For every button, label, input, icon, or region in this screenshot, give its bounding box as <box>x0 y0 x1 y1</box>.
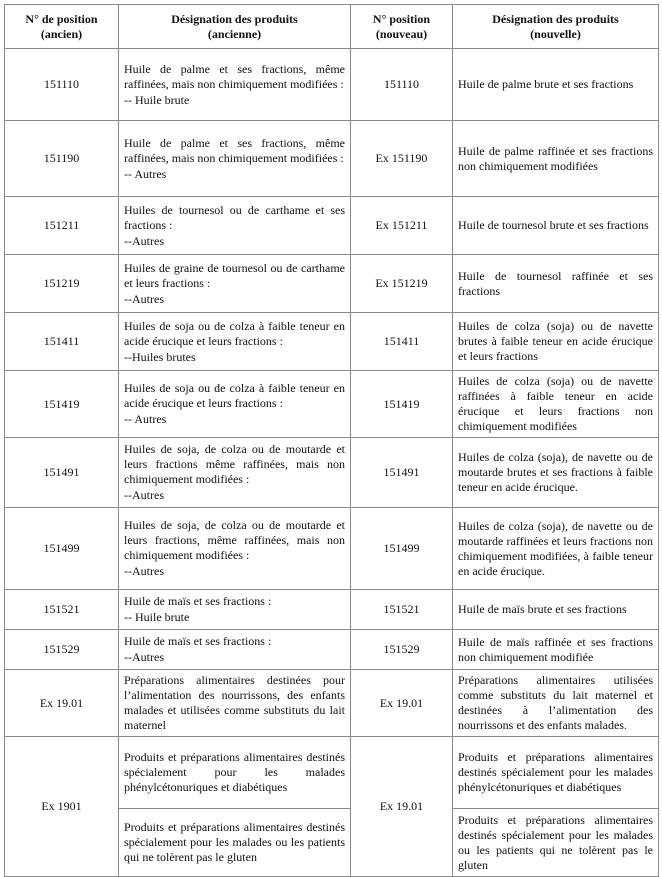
new-designation-cell: Préparations alimentaires utilisées comme substituts du lait maternel et destinées à l’alimentation des nourrissons et des enfants malades. <box>453 670 659 737</box>
old-designation-text: Huiles de tournesol ou de carthame et ses fractions : <box>124 202 345 232</box>
table-row <box>5 438 659 508</box>
header-new-designation-line1: Désignation des produits <box>492 11 619 26</box>
table-row <box>5 670 659 737</box>
table-row <box>5 630 659 670</box>
old-designation-text: Huile de maïs et ses fractions : <box>124 634 272 648</box>
new-designation-cell: Huiles de colza (soja), de navette ou de moutarde raffinées et leurs fractions non chimiquement modifiées, à faible teneur en acide érucique. <box>453 508 659 590</box>
old-designation-cell <box>119 255 351 313</box>
header-new-position-line1: N° position <box>372 11 431 26</box>
header-old-position-line1: N° de position <box>25 11 98 26</box>
header-old-designation-line1: Désignation des produits <box>171 11 298 26</box>
old-designation-subitem: -- Autres <box>124 166 167 181</box>
old-designation-cell <box>119 508 351 590</box>
new-position-cell: 151499 <box>351 508 453 590</box>
new-designation-cell: Produits et préparations alimentaires destinés spécialement pour les malades ou les patients qui ne tolèrent pas le gluten <box>453 809 659 877</box>
new-position-cell: Ex 151190 <box>351 121 453 197</box>
new-position-cell: 151529 <box>351 630 453 670</box>
table-row <box>5 508 659 590</box>
products-table <box>4 4 659 877</box>
old-position-cell: 151491 <box>5 438 119 508</box>
old-designation-subitem: --Huiles brutes <box>124 349 196 364</box>
table-row <box>5 737 659 809</box>
header-old-designation <box>119 5 351 49</box>
header-old-position-line2: (ancien) <box>40 26 83 41</box>
old-position-cell: Ex 19.01 <box>5 670 119 737</box>
new-designation-cell: Huiles de colza (soja), de navette ou de moutarde brutes et ses fractions à faible teneur en acide érucique. <box>453 438 659 508</box>
old-position-cell: Ex 1901 <box>5 737 119 877</box>
old-position-cell: 151521 <box>5 590 119 630</box>
new-designation-cell: Huile de tournesol brute et ses fractions <box>453 197 659 255</box>
old-designation-text: Huile de palme et ses fractions, même raffinées, mais non chimiquement modifiées : <box>124 61 345 91</box>
old-designation-subitem: --Autres <box>124 488 164 502</box>
header-old-position <box>5 5 119 49</box>
old-designation-cell <box>119 438 351 508</box>
old-position-cell: 151110 <box>5 49 119 121</box>
old-designation-text: Huiles de soja, de colza ou de moutarde et leurs fractions même raffinées, mais non chimiquement modifiées : <box>124 442 345 486</box>
table-row <box>5 255 659 313</box>
new-position-cell: Ex 19.01 <box>351 737 453 877</box>
old-designation-cell <box>119 630 351 670</box>
new-position-cell: 151419 <box>351 371 453 438</box>
new-designation-cell: Produits et préparations alimentaires destinés spécialement pour les malades phénylcétonuriques et diabétiques <box>453 737 659 809</box>
new-position-cell: 151110 <box>351 49 453 121</box>
old-designation-subitem: -- Autres <box>124 412 167 426</box>
old-designation-subitem: --Autres <box>124 564 164 578</box>
new-position-cell: Ex 151211 <box>351 197 453 255</box>
header-row <box>5 5 659 49</box>
new-designation-cell: Huile de maïs raffinée et ses fractions non chimiquement modifiée <box>453 630 659 670</box>
old-designation-cell: Produits et préparations alimentaires destinés spécialement pour les malades phénylcétonuriques et diabétiques <box>119 737 351 809</box>
old-designation-text: Huiles de soja ou de colza à faible teneur en acide érucique et leurs fractions : <box>124 381 345 410</box>
table-row <box>5 121 659 197</box>
old-designation-cell: Préparations alimentaires destinées pour l’alimentation des nourrissons, des enfants malades et utilisées comme substituts du lait maternel <box>119 670 351 737</box>
old-designation-subitem: --Autres <box>124 291 164 306</box>
old-designation-cell <box>119 590 351 630</box>
old-position-cell: 151419 <box>5 371 119 438</box>
old-designation-text: Huile de palme et ses fractions, même raffinées, mais non chimiquement modifiées : <box>124 135 345 165</box>
old-designation-cell <box>119 313 351 371</box>
table-row <box>5 371 659 438</box>
old-designation-text: Huiles de graine de tournesol ou de carthame et leurs fractions : <box>124 260 345 290</box>
old-designation-cell <box>119 49 351 121</box>
old-designation-text: Huiles de soja, de colza ou de moutarde et leurs fractions, même raffinées, mais non chimiquement modifiées : <box>124 518 345 562</box>
old-designation-text: Huiles de soja ou de colza à faible teneur en acide érucique et leurs fractions : <box>124 318 345 348</box>
new-designation-cell: Huile de palme brute et ses fractions <box>453 49 659 121</box>
old-designation-subitem: --Autres <box>124 650 164 664</box>
header-old-designation-line2: (ancienne) <box>207 26 262 41</box>
header-new-position <box>351 5 453 49</box>
old-position-cell: 151211 <box>5 197 119 255</box>
table-row <box>5 590 659 630</box>
old-designation-cell <box>119 121 351 197</box>
new-designation-cell: Huiles de colza (soja) ou de navette raffinées à faible teneur en acide érucique et leurs fractions non chimiquement modifiées <box>453 371 659 438</box>
old-designation-cell: Produits et préparations alimentaires destinés spécialement pour les malades ou les patients qui ne tolèrent pas le gluten <box>119 809 351 877</box>
old-designation-text: Huile de maïs et ses fractions : <box>124 594 272 608</box>
table-row <box>5 313 659 371</box>
new-designation-cell: Huile de palme raffinée et ses fractions non chimiquement modifiées <box>453 121 659 197</box>
table-row <box>5 49 659 121</box>
old-designation-cell <box>119 371 351 438</box>
new-designation-cell: Huile de tournesol raffinée et ses fractions <box>453 255 659 313</box>
old-designation-cell <box>119 197 351 255</box>
old-designation-subitem: -- Huile brute <box>124 610 190 624</box>
new-position-cell: 151521 <box>351 590 453 630</box>
new-designation-cell: Huile de maïs brute et ses fractions <box>453 590 659 630</box>
old-position-cell: 151219 <box>5 255 119 313</box>
new-position-cell: 151491 <box>351 438 453 508</box>
old-position-cell: 151190 <box>5 121 119 197</box>
new-position-cell: Ex 19.01 <box>351 670 453 737</box>
old-designation-subitem: --Autres <box>124 233 164 248</box>
old-position-cell: 151529 <box>5 630 119 670</box>
header-new-position-line2: (nouveau) <box>375 26 428 41</box>
old-designation-subitem: -- Huile brute <box>124 92 190 107</box>
old-position-cell: 151499 <box>5 508 119 590</box>
header-new-designation <box>453 5 659 49</box>
new-position-cell: 151411 <box>351 313 453 371</box>
header-new-designation-line2: (nouvelle) <box>530 26 581 41</box>
table-row <box>5 197 659 255</box>
new-position-cell: Ex 151219 <box>351 255 453 313</box>
new-designation-cell: Huiles de colza (soja) ou de navette brutes à faible teneur en acide érucique et leurs fractions <box>453 313 659 371</box>
old-position-cell: 151411 <box>5 313 119 371</box>
